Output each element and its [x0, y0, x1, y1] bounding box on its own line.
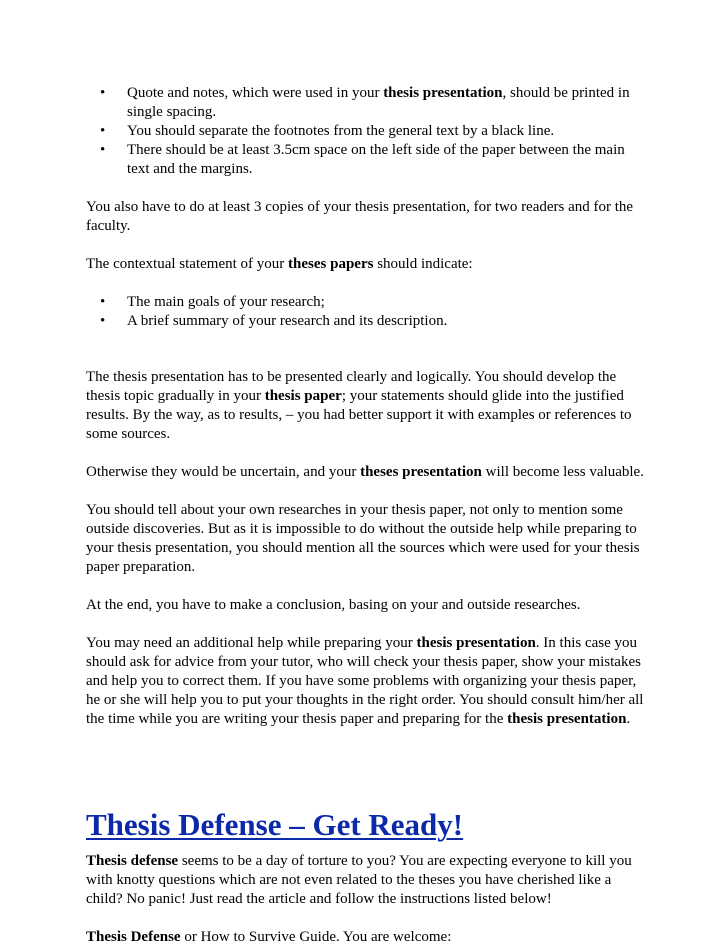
paragraph-conclusion: At the end, you have to make a conclusion, basing on your and outside researches. [86, 597, 581, 613]
paragraph-copies: You also have to do at least 3 copies of your thesis presentation, for two readers and for the faculty. [86, 199, 634, 234]
list-item [86, 122, 646, 141]
bold-term: Thesis defense [86, 853, 179, 869]
bold-term: thesis presentation [507, 711, 627, 727]
list-item [86, 141, 646, 179]
list-item [86, 312, 646, 331]
paragraph-text: or How to Survive Guide. You are welcome: [180, 929, 452, 945]
bullet-icon: • [100, 294, 106, 310]
paragraph-clearly [86, 368, 646, 444]
list-item-text: You should separate the footnotes from the general text by a black line. [127, 123, 555, 139]
paragraph-text: . [626, 711, 631, 727]
paragraph-text: You may need an additional help while preparing your [86, 635, 417, 651]
paragraph-text: The contextual statement of your [86, 256, 289, 272]
paragraph-text: The thesis presentation has to be presented clearly and logically. You should develop the thesis topic gradually in your [86, 369, 617, 404]
paragraph-text: should indicate: [373, 256, 473, 272]
section-heading: Thesis Defense – Get Ready! [86, 807, 464, 842]
paragraph-help [86, 634, 646, 729]
bullet-list-formatting [86, 84, 646, 179]
paragraph-text: . In this case you should ask for advice from your tutor, who will check your thesis paper, show your mistakes and help you to correct them. If you have some problems with organizing your thesis paper, he or she will help you to put your thoughts in the right order. You should consult him/her all the time while you are writing your thesis paper and preparing for the [86, 635, 644, 727]
bold-term: theses papers [288, 256, 374, 272]
paragraph-contextual [86, 255, 646, 274]
list-item-text: A brief summary of your research and its description. [127, 313, 448, 329]
paragraph-otherwise [86, 463, 646, 482]
paragraph-text: seems to be a day of torture to you? You are expecting everyone to kill you with knotty questions which are not even related to the theses you have cherished like a child? No panic! Just read the article and follow the instructions listed below! [86, 853, 632, 907]
bullet-icon: • [100, 142, 106, 158]
list-item [86, 293, 646, 312]
list-item-text: There should be at least 3.5cm space on the left side of the paper between the main text and the margins. [127, 142, 625, 177]
bullet-icon: • [100, 85, 106, 101]
bullet-list-contents [86, 293, 646, 331]
paragraph-guide [86, 928, 646, 947]
list-item-text: The main goals of your research; [127, 294, 325, 310]
bold-term: thesis paper [264, 388, 342, 404]
bold-term: thesis presentation [383, 85, 503, 101]
list-item [86, 84, 646, 122]
bullet-icon: • [100, 313, 106, 329]
bullet-icon: • [100, 123, 106, 139]
document-page [86, 84, 646, 947]
list-item-text: , should be printed in single spacing. [127, 85, 630, 120]
paragraph-text: Otherwise they would be uncertain, and your [86, 464, 361, 480]
paragraph-own-research: You should tell about your own researches in your thesis paper, not only to mention some outside discoveries. But as it is impossible to do without the outside help while preparing to your thesis presentation, you should mention all the sources which were used for your thesis paper preparation. [86, 502, 640, 575]
paragraph-defense [86, 852, 646, 909]
paragraph-text: will become less valuable. [481, 464, 644, 480]
bold-term: Thesis Defense [86, 929, 181, 945]
paragraph-text: ; your statements should glide into the justified results. By the way, as to results, – you had better support it with examples or references to some sources. [86, 388, 632, 442]
bold-term: thesis presentation [416, 635, 536, 651]
list-item-text: Quote and notes, which were used in your [127, 85, 384, 101]
bold-term: theses presentation [360, 464, 482, 480]
